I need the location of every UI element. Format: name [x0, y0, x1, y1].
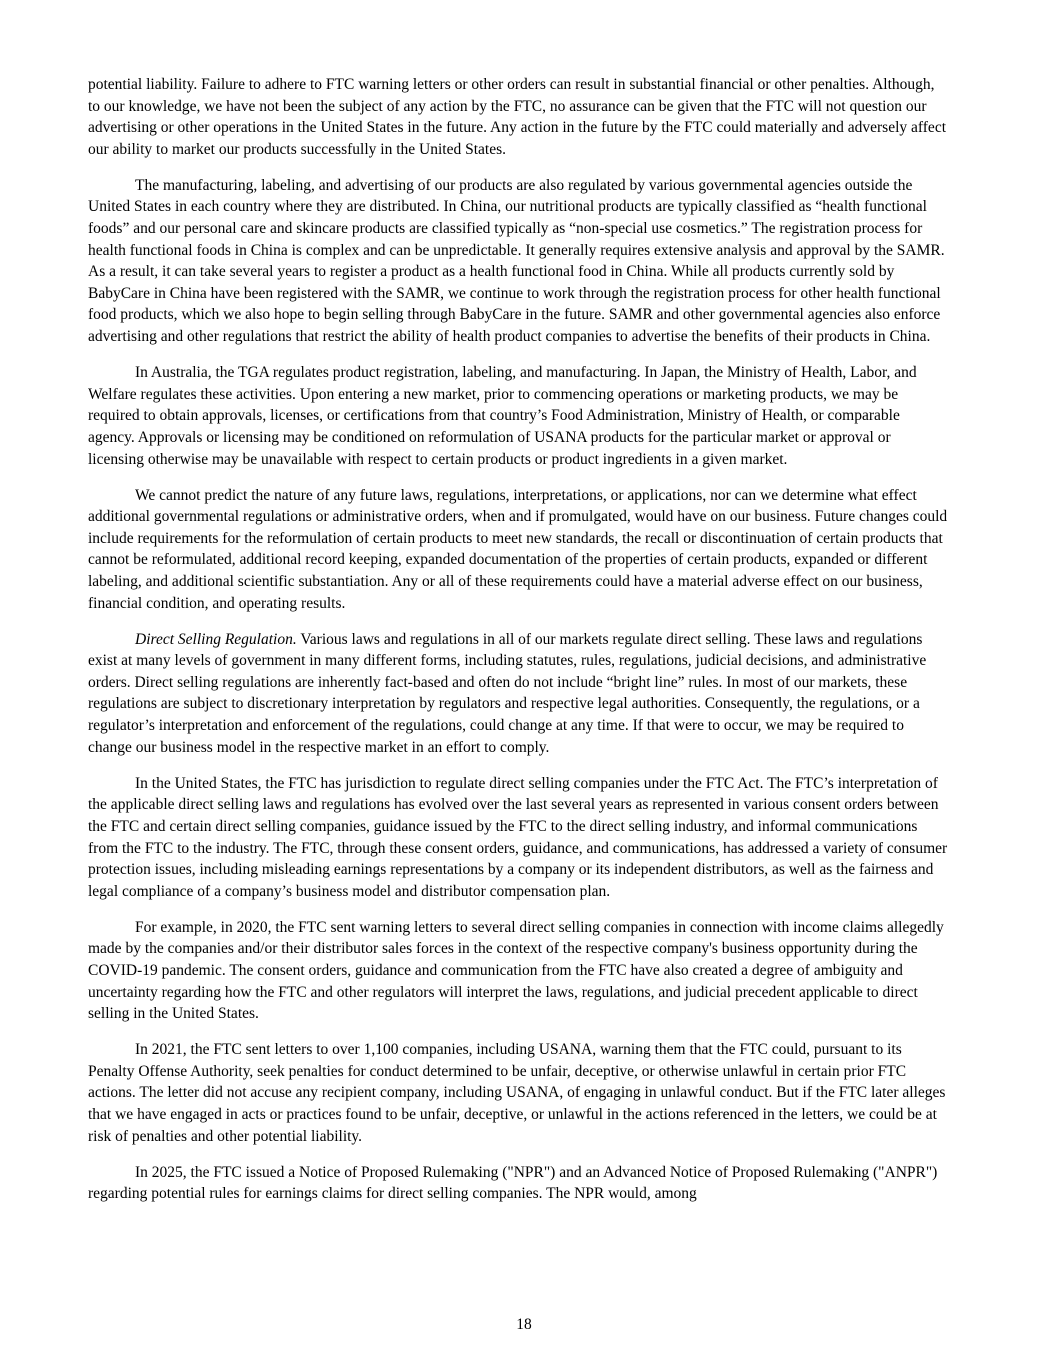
paragraph-international-regulation: The manufacturing, labeling, and advertising of our products are also regulated by various governmental agencies outside the United States in each country where they are distributed. In China, our nutritional products are typically classified as “health functional foods” and our personal care and skincare products are classified typically as “non-special use cosmetics.” The registration process for health functional foods in China is complex and can be unpredictable. It generally requires extensive analysis and approval by the SAMR. As a result, it can take several years to register a product as a health functional food in China. While all products currently sold by BabyCare in China have been registered with the SAMR, we continue to work through the registration process for other health functional food products, which we also hope to begin selling through BabyCare in the future. SAMR and other governmental agencies also enforce advertising and other regulations that restrict the ability of health product companies to advertise the benefits of their products in China.	[88, 176, 945, 346]
paragraph-lead-italic: Direct Selling Regulation.	[135, 630, 297, 648]
page-number: 18	[516, 1316, 532, 1333]
paragraph-australia-japan: In Australia, the TGA regulates product registration, labeling, and manufacturing. In Japan, the Ministry of Health, Labor, and Welfare regulates these activities. Upon entering a new market, prior to commencing operations or marketing products, we may be required to obtain approvals, licenses, or certifications from that country’s Food Administration, Ministry of Health, or comparable agency. Approvals or licensing may be conditioned on reformulation of USANA products for the particular market or approval or licensing otherwise may be unavailable with respect to certain products or product ingredients in a given market.	[88, 364, 917, 468]
paragraph-future-laws: We cannot predict the nature of any future laws, regulations, interpretations, or applications, nor can we determine what effect additional governmental regulations or administrative orders, when and if promulgated, would have on our business. Future changes could include requirements for the reformulation of certain products to meet new standards, the recall or discontinuation of certain products that cannot be reformulated, additional record keeping, expanded documentation of the properties of certain products, expanded or different labeling, and additional scientific substantiation. Any or all of these requirements could have a material adverse effect on our business, financial condition, and operating results.	[88, 486, 948, 612]
paragraph-direct-selling-regulation	[88, 629, 950, 759]
paragraph-body-text: Various laws and regulations in all of our markets regulate direct selling. These laws and regulations exist at many levels of government in many different forms, including statutes, rules, regulations, judicial decisions, and administrative orders. Direct selling regulations are inherently fact-based and often do not include “bright line” rules. In most of our markets, these regulations are subject to discretionary interpretation by regulators and respective legal authorities. Consequently, the regulations, or a regulator’s interpretation and enforcement of the regulations, could change at any time. If that were to occur, we may be required to change our business model in the respective market in an effort to comply.	[88, 630, 927, 756]
paragraph-2025-rulemaking: In 2025, the FTC issued a Notice of Proposed Rulemaking ("NPR") and an Advanced Notice of Proposed Rulemaking ("ANPR") regarding potential rules for earnings claims for direct selling companies. The NPR would, among	[88, 1163, 938, 1203]
paragraph-ftc-liability: potential liability. Failure to adhere to FTC warning letters or other orders can result in substantial financial or other penalties. Although, to our knowledge, we have not been the subject of any action by the FTC, no assurance can be given that the FTC will not question our advertising or other operations in the United States in the future. Any action in the future by the FTC could materially and adversely affect our ability to market our products successfully in the United States.	[88, 76, 947, 158]
paragraph-ftc-jurisdiction: In the United States, the FTC has jurisdiction to regulate direct selling companies under the FTC Act. The FTC’s interpretation of the applicable direct selling laws and regulations has evolved over the last several years as represented in various consent orders between the FTC and certain direct selling companies, guidance issued by the FTC to the direct selling industry, and informal communications from the FTC to the industry. The FTC, through these consent orders, guidance, and communications, has addressed a variety of consumer protection issues, including misleading earnings representations by a company or its independent distributors, as well as the fairness and legal compliance of a company’s business model and distributor compensation plan.	[88, 774, 948, 900]
paragraph-2021-letters: In 2021, the FTC sent letters to over 1,100 companies, including USANA, warning them that the FTC could, pursuant to its Penalty Offense Authority, seek penalties for conduct determined to be unfair, deceptive, or otherwise unlawful in certain prior FTC actions. The letter did not accuse any recipient company, including USANA, of engaging in unlawful conduct. But if the FTC later alleges that we have engaged in acts or practices found to be unfair, deceptive, or unlawful in the actions referenced in the letters, we could be at risk of penalties and other potential liability.	[88, 1041, 946, 1145]
paragraph-2020-warning-letters: For example, in 2020, the FTC sent warning letters to several direct selling companies in connection with income claims allegedly made by the companies and/or their distributor sales forces in the context of the respective company's business opportunity during the COVID-19 pandemic. The consent orders, guidance and communication from the FTC have also created a degree of ambiguity and uncertainty regarding how the FTC and other regulators will interpret the laws, regulations, and judicial precedent applicable to direct selling in the United States.	[88, 918, 944, 1023]
document-body	[88, 74, 950, 1219]
